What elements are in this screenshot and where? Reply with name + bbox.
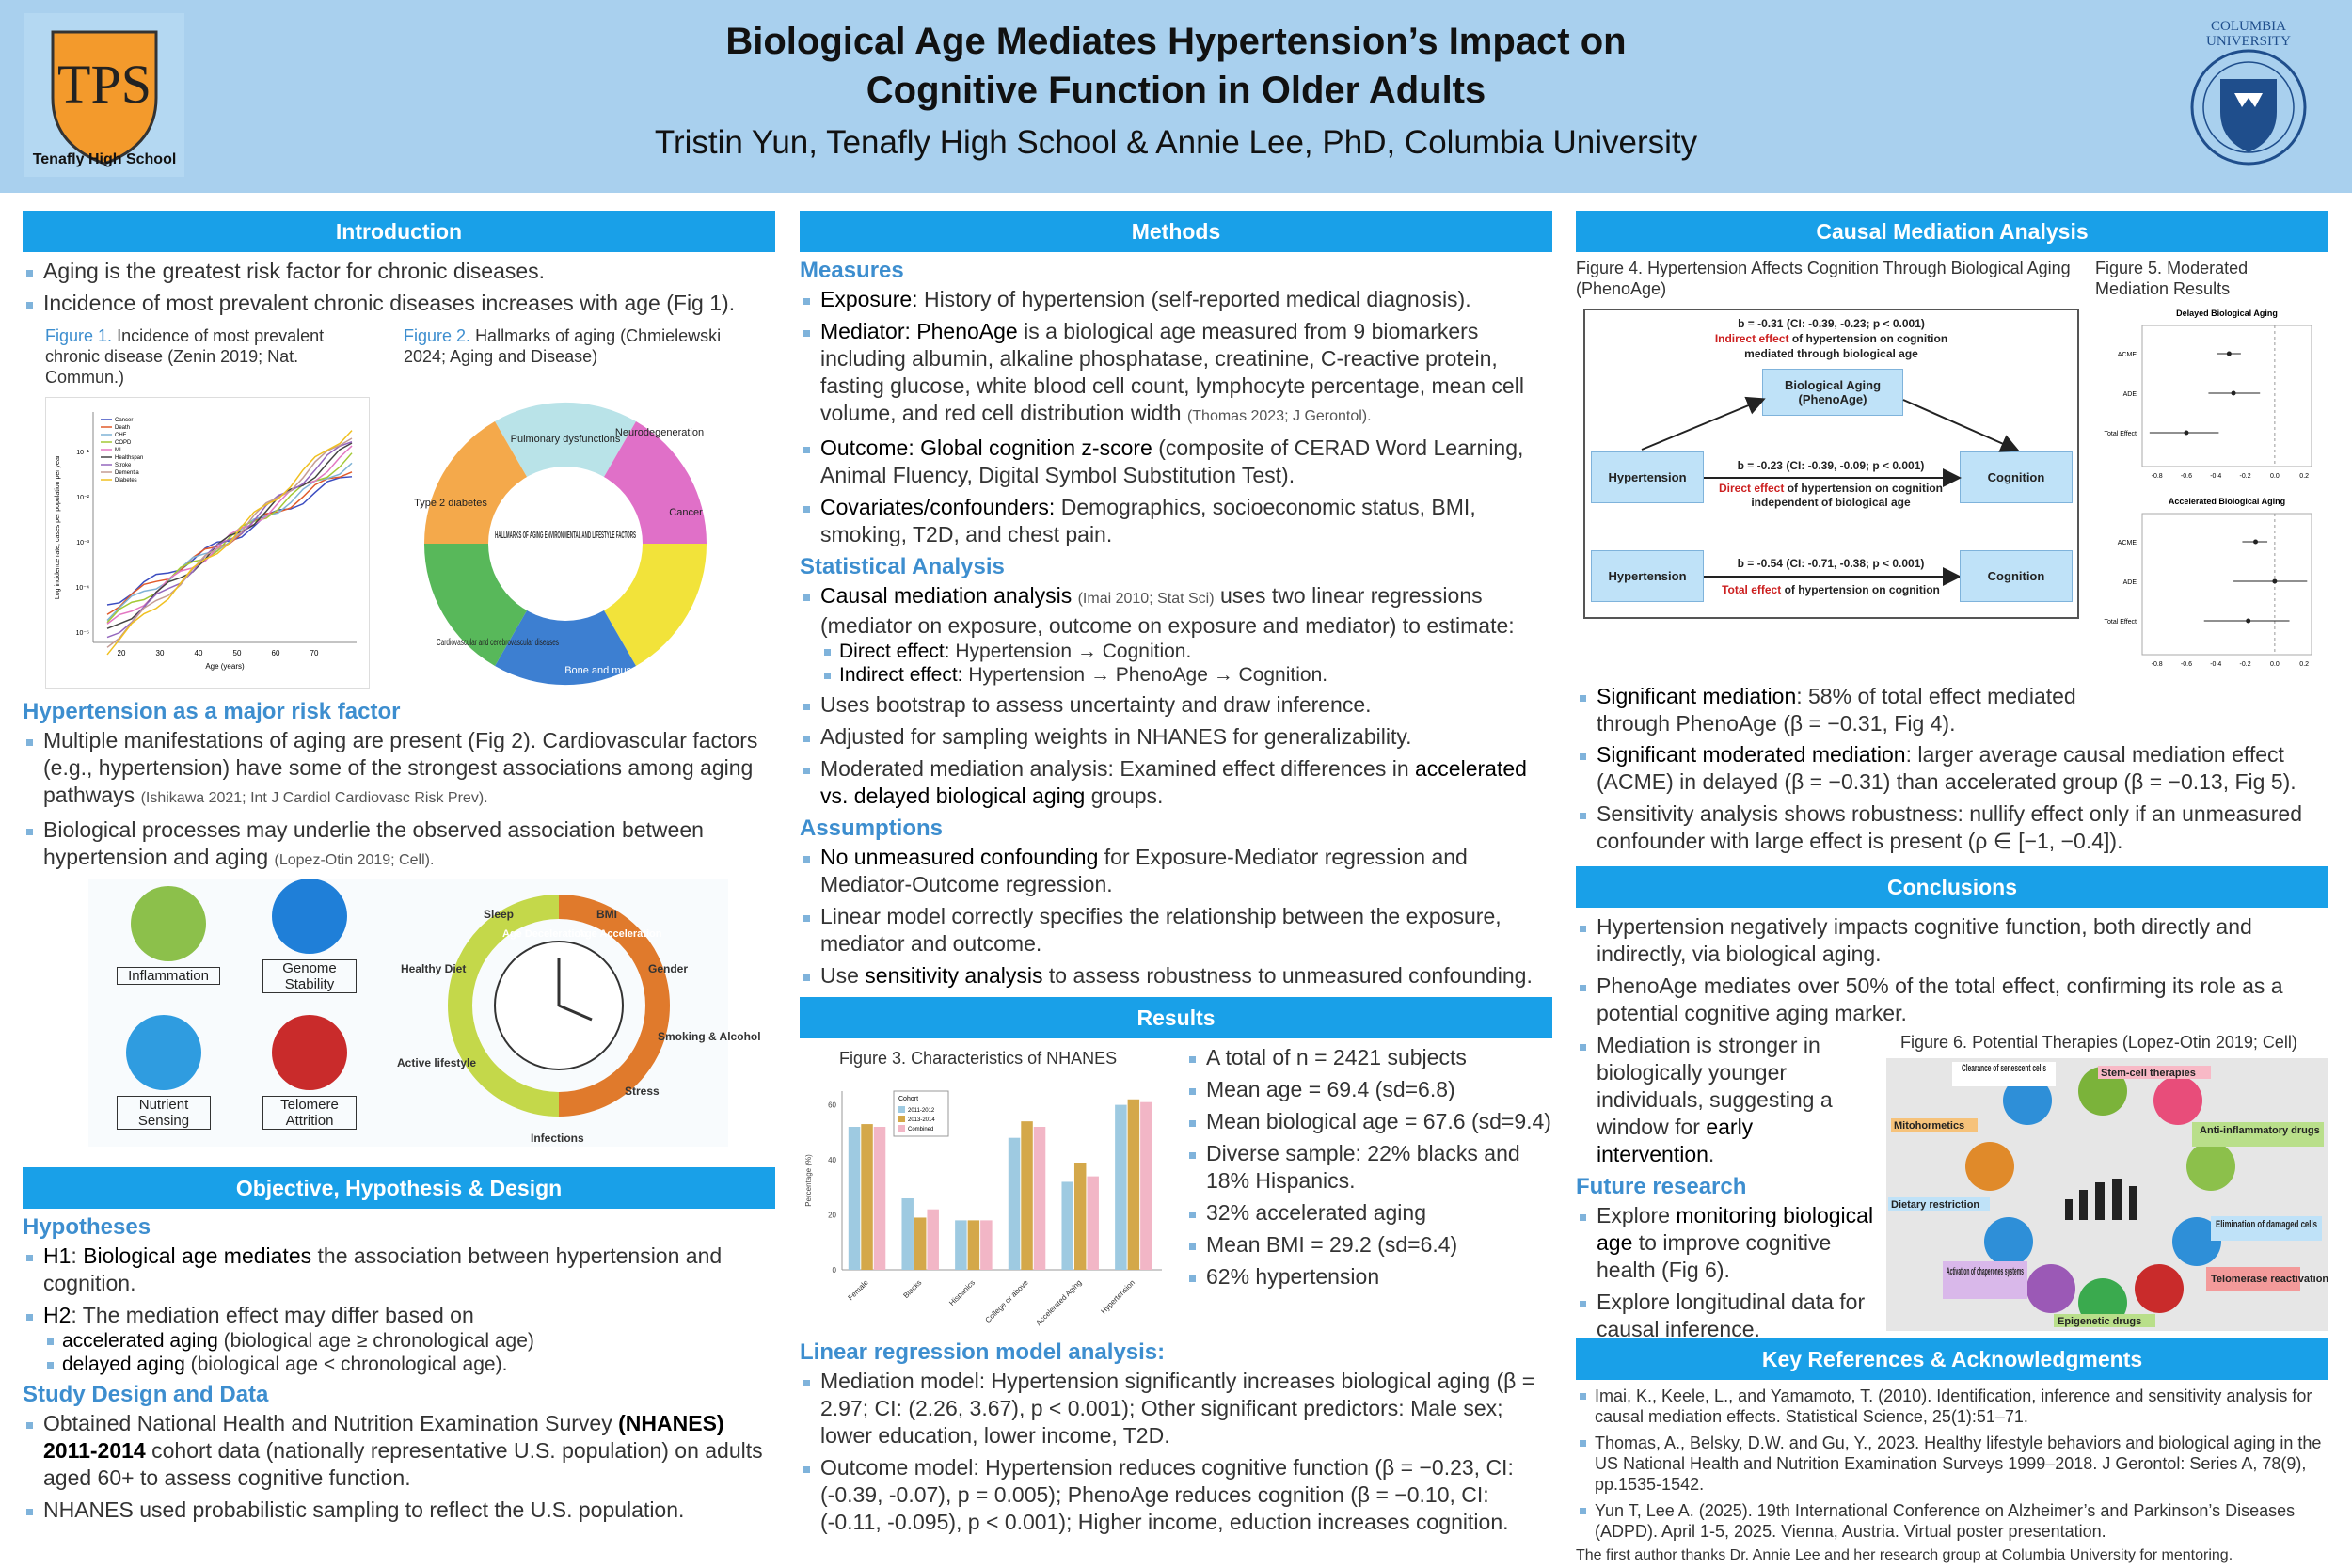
fig1-y-tick: 10⁻⁵ bbox=[75, 630, 89, 637]
bar-hypertension-Combined bbox=[1140, 1102, 1152, 1270]
forest-accelerated-tick: -0.2 bbox=[2239, 661, 2251, 668]
svg-text:Epigenetic drugs: Epigenetic drugs bbox=[2058, 1316, 2142, 1327]
svg-text:Stress: Stress bbox=[625, 1085, 660, 1098]
fig1-legend-entry: Diabetes bbox=[115, 478, 137, 483]
fig1-x-label: Age (years) bbox=[205, 662, 245, 671]
forest-delayed-tick: -0.8 bbox=[2151, 473, 2163, 480]
fig1-x-tick: 70 bbox=[310, 649, 319, 657]
forest-accelerated-frame bbox=[2142, 514, 2312, 655]
measure-bullet: Outcome: Global cognition z-score (composite of CERAD Word Learning, Animal Fluency, Digital Symbol Substitution Test). bbox=[800, 435, 1552, 489]
column-1 bbox=[23, 211, 775, 1568]
linreg-bullet: Outcome model: Hypertension reduces cognitive function (β = −0.23, CI: (-0.39, -0.07), p = 0.005); PhenoAge reduces cognition (β = −0.10, CI: (-0.11, -0.095), p < 0.001); Higher income, eduction increases cognition. bbox=[800, 1454, 1552, 1536]
fig4-caption: Figure 4. Hypertension Affects Cognition Through Biological Aging (PhenoAge) bbox=[1576, 259, 2071, 298]
forest-accelerated-title: Accelerated Biological Aging bbox=[2168, 497, 2286, 506]
svg-text:Clearance of senescent cells: Clearance of senescent cells bbox=[1962, 1063, 2046, 1074]
bar-hispanics-Combined bbox=[980, 1220, 992, 1270]
conclusion-bullet: PhenoAge mediates over 50% of the total effect, confirming its role as a potential cognitive aging marker. bbox=[1576, 973, 2328, 1027]
result-bullet: Diverse sample: 22% blacks and 18% Hispanics. bbox=[1185, 1140, 1552, 1195]
svg-text:Activation of chaperones syste: Activation of chaperones systems bbox=[1947, 1266, 2024, 1277]
measures-subheading: Measures bbox=[800, 258, 904, 283]
fig1-x-tick: 20 bbox=[117, 649, 126, 657]
bar-female-Combined bbox=[874, 1127, 885, 1270]
cma-figures bbox=[1576, 258, 2328, 736]
forest-accelerated-tick: 0.0 bbox=[2270, 661, 2280, 668]
fig1-incidence-chart bbox=[45, 397, 370, 689]
x-tick-label: Female bbox=[846, 1278, 870, 1303]
y-axis-label: Percentage (%) bbox=[804, 1154, 813, 1207]
intro-heading: Introduction bbox=[23, 211, 775, 252]
svg-text:Dietary restriction: Dietary restriction bbox=[1891, 1199, 1980, 1211]
poster-authors: Tristin Yun, Tenafly High School & Annie Lee, PhD, Columbia University bbox=[654, 124, 1698, 161]
stat-bullet: Moderated mediation analysis: Examined effect differences in accelerated vs. delayed biological aging groups. bbox=[800, 755, 1552, 810]
fig1-y-tick: 10⁻⁴ bbox=[75, 585, 89, 592]
result-bullet: Mean age = 69.4 (sd=6.8) bbox=[1185, 1076, 1552, 1103]
legend-entry: 2013-2014 bbox=[908, 1117, 935, 1123]
svg-text:Neurodegeneration: Neurodegeneration bbox=[614, 427, 705, 438]
direct-effect-label: Direct effect of hypertension on cognition independent of biological age bbox=[1718, 482, 1944, 509]
forest-accelerated-point bbox=[2272, 579, 2277, 584]
forest-accelerated-row-label: ADE bbox=[2122, 579, 2137, 586]
wheel-center-text: HALLMARKS OF AGING ENVIRONMENTAL AND LIFESTYLE FACTORS bbox=[495, 531, 637, 541]
intro-figures bbox=[23, 322, 775, 693]
fig1-line-diabetes bbox=[107, 431, 352, 655]
forest-delayed-tick: 0.0 bbox=[2270, 473, 2280, 480]
column-2 bbox=[800, 211, 1552, 1568]
result-bullet: 62% hypertension bbox=[1185, 1263, 1552, 1291]
nutrient-sensing-icon: Nutrient Sensing bbox=[117, 1015, 211, 1130]
svg-text:Age Acceleration: Age Acceleration bbox=[578, 928, 662, 940]
intro-bullet: Incidence of most prevalent chronic diseases increases with age (Fig 1). bbox=[23, 290, 775, 317]
result-bullet: Mean BMI = 29.2 (sd=6.4) bbox=[1185, 1231, 1552, 1259]
forest-delayed-tick: -0.6 bbox=[2180, 473, 2192, 480]
reference-item: Imai, K., Keele, L., and Yamamoto, T. (2010). Identification, inference and sensitivity analysis for causal mediation effects. Statistical Science, 25(1):51–71. bbox=[1576, 1386, 2328, 1427]
svg-text:Cardiovascular and cerebrovasc: Cardiovascular and cerebrovascular diseases bbox=[437, 638, 559, 648]
forest-delayed-tick: -0.2 bbox=[2239, 473, 2251, 480]
bar-hypertension-2011-2012 bbox=[1115, 1105, 1126, 1270]
measure-bullet: Exposure: History of hypertension (self-reported medical diagnosis). bbox=[800, 286, 1552, 313]
fig2-caption: Figure 2. Hallmarks of aging (Chmielewski 2024; Aging and Disease) bbox=[404, 326, 722, 366]
age-clock-graphic bbox=[389, 879, 761, 1147]
measure-bullet: Mediator: PhenoAge is a biological age measured from 9 biomarkers including albumin, alkaline phosphatase, creatinine, C-reactive protein, fasting glucose, white blood cell count, lymphocyte percentage, mean cell volume, and red cell distribution width (Thomas 2023; J Gerontol). bbox=[800, 318, 1552, 430]
fig1-y-tick: 10⁻¹ bbox=[76, 450, 89, 456]
cma-heading: Causal Mediation Analysis bbox=[1576, 211, 2328, 252]
future-subheading: Future research bbox=[1576, 1174, 1747, 1199]
fig1-x-tick: 40 bbox=[194, 649, 203, 657]
reference-item: Thomas, A., Belsky, D.W. and Gu, Y., 2023. Healthy lifestyle behaviors and biological aging in the US National Health and Nutrition Examination Surveys 1999–2018. J Gerontol: Series A, 78(9), pp.1535-1542. bbox=[1576, 1433, 2328, 1495]
node-hypertension: Hypertension bbox=[1591, 451, 1704, 503]
svg-text:Bone and muscle loss: Bone and muscle loss bbox=[564, 665, 666, 676]
total-effect-label: Total effect of hypertension on cognition bbox=[1722, 583, 1940, 596]
forest-accelerated-point bbox=[2253, 540, 2258, 545]
htn-bullet: Multiple manifestations of aging are present (Fig 2). Cardiovascular factors (e.g., hypertension) have some of the strongest associations among aging pathways (Ishikawa 2021; Int J Cardiol Cardiovasc Risk Prev). bbox=[23, 727, 775, 812]
bar-accelerated-aging-2013-2014 bbox=[1074, 1163, 1086, 1270]
fig1-legend-entry: Stroke bbox=[115, 463, 132, 468]
stat-bullet: Adjusted for sampling weights in NHANES for generalizability. bbox=[800, 723, 1552, 751]
legend-title: Cohort bbox=[898, 1096, 919, 1102]
linreg-bullet: Mediation model: Hypertension significantly increases biological aging (β = 2.97; CI: (2.26, 3.67), p < 0.001); Other significant predictors: Male sex; lower education, lower income, T2D. bbox=[800, 1368, 1552, 1449]
result-bullet: Mean biological age = 67.6 (sd=9.4) bbox=[1185, 1108, 1552, 1135]
design-bullet: NHANES used probabilistic sampling to reflect the U.S. population. bbox=[23, 1497, 775, 1524]
svg-text:Gender: Gender bbox=[648, 962, 689, 975]
fig1-legend-entry: Healthspan bbox=[115, 455, 144, 461]
fig6-caption: Figure 6. Potential Therapies (Lopez-Otin 2019; Cell) bbox=[1900, 1033, 2297, 1052]
svg-text:Elimination of damaged cells: Elimination of damaged cells bbox=[2216, 1219, 2317, 1230]
legend-swatch bbox=[898, 1116, 905, 1122]
fig1-y-tick: 10⁻³ bbox=[76, 540, 89, 546]
svg-text:Anti-inflammatory drugs: Anti-inflammatory drugs bbox=[2200, 1125, 2320, 1136]
forest-accelerated-tick: -0.8 bbox=[2151, 661, 2163, 668]
forest-delayed-frame bbox=[2142, 325, 2312, 467]
forest-delayed-row-label: Total Effect bbox=[2104, 431, 2137, 437]
telomere-attrition-icon: Telomere Attrition bbox=[262, 1015, 357, 1130]
svg-text:UNIVERSITY: UNIVERSITY bbox=[2206, 34, 2291, 49]
svg-text:Stem-cell therapies: Stem-cell therapies bbox=[2101, 1068, 2196, 1079]
cma-bullet: Significant moderated mediation: larger average causal mediation effect (ACME) in delayed (β = −0.31) than accelerated group (β = −0.13, Fig 5). bbox=[1576, 741, 2328, 796]
assumption-bullet: Linear model correctly specifies the relationship between the exposure, mediator and outcome. bbox=[800, 903, 1552, 958]
conclusions-heading: Conclusions bbox=[1576, 866, 2328, 908]
linreg-subheading: Linear regression model analysis: bbox=[800, 1339, 1166, 1365]
stat-bullet: Uses bootstrap to assess uncertainty and draw inference. bbox=[800, 691, 1552, 719]
columbia-logo bbox=[2169, 13, 2328, 171]
legend-entry: Combined bbox=[908, 1127, 934, 1132]
hypothesis-2a: accelerated aging (biological age ≥ chronological age) bbox=[43, 1329, 775, 1353]
fig1-x-tick: 30 bbox=[155, 649, 165, 657]
intro-bullet: Aging is the greatest risk factor for chronic diseases. bbox=[23, 258, 775, 285]
cma-bullet: Sensitivity analysis shows robustness: nullify effect only if an unmeasured confounder with large effect is present (ρ ∈ [−1, −0.4]). bbox=[1576, 800, 2328, 855]
stat-sub-bullet: Indirect effect: Hypertension → PhenoAge → Cognition. bbox=[820, 663, 1552, 687]
hypothesis-1: H1: Biological age mediates the association between hypertension and cognition. bbox=[23, 1243, 775, 1297]
bar-hypertension-2013-2014 bbox=[1128, 1100, 1139, 1270]
reference-item: Yun T, Lee A. (2025). 19th International Conference on Alzheimer’s and Parkinson’s Diseases (ADPD). April 1-5, 2025. Vienna, Austria. Virtual poster presentation. bbox=[1576, 1500, 2328, 1542]
y-tick-label: 0 bbox=[832, 1266, 836, 1275]
fig1-x-tick: 50 bbox=[232, 649, 242, 657]
fig1-line-copd bbox=[107, 453, 352, 623]
logo-school-name: Tenafly High School bbox=[32, 151, 177, 167]
objective-heading: Objective, Hypothesis & Design bbox=[23, 1167, 775, 1209]
poster-header bbox=[0, 0, 2352, 193]
htn-bullet: Biological processes may underlie the observed association between hypertension and aging (Lopez-Otin 2019; Cell). bbox=[23, 816, 775, 874]
bar-college-or-above-2013-2014 bbox=[1021, 1121, 1032, 1270]
column-3 bbox=[1576, 211, 2328, 1568]
result-bullet: 32% accelerated aging bbox=[1185, 1199, 1552, 1227]
fig1-legend-entry: MI bbox=[115, 448, 121, 453]
logo-letters: TPS bbox=[57, 54, 151, 115]
forest-delayed-tick: 0.2 bbox=[2299, 473, 2310, 480]
fig4-mediation-diagram bbox=[1583, 309, 2079, 619]
assumption-bullet: No unmeasured confounding for Exposure-Mediator regression and Mediator-Outcome regression. bbox=[800, 844, 1552, 898]
forest-delayed-point bbox=[2227, 352, 2232, 356]
total-effect-b: b = -0.54 (CI: -0.71, -0.38; p < 0.001) bbox=[1737, 557, 1925, 570]
hallmarks-graphic bbox=[88, 879, 761, 1147]
direct-effect-b: b = -0.23 (CI: -0.39, -0.09; p < 0.001) bbox=[1737, 459, 1925, 472]
measure-bullet: Covariates/confounders: Demographics, socioeconomic status, BMI, smoking, T2D, and chest pain. bbox=[800, 494, 1552, 548]
y-tick-label: 20 bbox=[828, 1211, 836, 1220]
fig6-therapies-graphic bbox=[1886, 1058, 2328, 1331]
conclusion-lower bbox=[1576, 1032, 2329, 1341]
svg-text:Infections: Infections bbox=[531, 1132, 584, 1145]
fig3-bar-chart bbox=[800, 1072, 1176, 1334]
node-cognition: Cognition bbox=[1960, 451, 2073, 503]
bar-blacks-Combined bbox=[927, 1210, 938, 1270]
assumptions-subheading: Assumptions bbox=[800, 816, 944, 841]
fig5-caption: Figure 5. Moderated Mediation Results bbox=[2095, 259, 2249, 298]
svg-text:BMI: BMI bbox=[596, 908, 617, 921]
acknowledgment: The first author thanks Dr. Annie Lee and her research group at Columbia University for mentoring. bbox=[1576, 1547, 2233, 1563]
x-tick-label: Blacks bbox=[901, 1278, 924, 1301]
result-bullet: A total of n = 2421 subjects bbox=[1185, 1044, 1552, 1071]
forest-accelerated-tick: -0.6 bbox=[2180, 661, 2192, 668]
htn-subheading: Hypertension as a major risk factor bbox=[23, 699, 401, 724]
forest-delayed-row-label: ADE bbox=[2122, 391, 2137, 398]
legend-swatch bbox=[898, 1125, 905, 1132]
fig1-caption: Figure 1. Incidence of most prevalent chronic disease (Zenin 2019; Nat. Commun.) bbox=[45, 326, 325, 387]
forest-accelerated-row-label: ACME bbox=[2117, 540, 2137, 546]
assumption-bullet: Use sensitivity analysis to assess robustness to unmeasured confounding. bbox=[800, 962, 1552, 990]
forest-delayed-tick: -0.4 bbox=[2210, 473, 2222, 480]
fig1-legend-entry: CHF bbox=[115, 433, 127, 438]
node-cognition-total: Cognition bbox=[1960, 550, 2073, 602]
svg-text:Cancer: Cancer bbox=[669, 507, 703, 518]
poster-title: Biological Age Mediates Hypertension’s Impact on Cognitive Function in Older Adults bbox=[725, 21, 1627, 111]
indirect-effect-label: b = -0.31 (CI: -0.39, -0.23; p < 0.001) Indirect effect of hypertension on cognition mediated through biological age bbox=[1714, 317, 1948, 360]
hypotheses-subheading: Hypotheses bbox=[23, 1214, 151, 1240]
bar-blacks-2013-2014 bbox=[914, 1217, 926, 1270]
y-tick-label: 40 bbox=[828, 1156, 836, 1165]
forest-accelerated-row-label: Total Effect bbox=[2104, 619, 2137, 626]
svg-text:Telomerase reactivation: Telomerase reactivation bbox=[2211, 1274, 2329, 1285]
svg-text:Sleep: Sleep bbox=[484, 908, 515, 921]
references-heading: Key References & Acknowledgments bbox=[1576, 1338, 2328, 1380]
future-bullet: Explore longitudinal data for causal inference. bbox=[1576, 1289, 1875, 1343]
design-bullet: Obtained National Health and Nutrition Examination Survey (NHANES) 2011-2014 cohort data (nationally representative U.S. population) on adults aged 60+ to assess cognitive function. bbox=[23, 1410, 775, 1492]
fig1-legend-entry: Cancer bbox=[115, 418, 134, 423]
svg-text:Healthy Diet: Healthy Diet bbox=[401, 962, 467, 975]
svg-text:Smoking & Alcohol: Smoking & Alcohol bbox=[658, 1030, 761, 1043]
conclusion-bullet: Hypertension negatively impacts cognitive function, both directly and indirectly, via biological aging. bbox=[1576, 913, 2328, 968]
node-hypertension-total: Hypertension bbox=[1591, 550, 1704, 602]
genome-stability-icon: Genome Stability bbox=[262, 879, 357, 993]
hypothesis-2b: delayed aging (biological age < chronological age). bbox=[43, 1353, 775, 1376]
forest-accelerated-tick: -0.4 bbox=[2210, 661, 2222, 668]
svg-text:Active lifestyle: Active lifestyle bbox=[397, 1056, 477, 1069]
svg-text:Type 2 diabetes: Type 2 diabetes bbox=[414, 498, 487, 509]
fig3-caption: Figure 3. Characteristics of NHANES bbox=[839, 1049, 1118, 1068]
future-bullet: Explore monitoring biological age to improve cognitive health (Fig 6). bbox=[1576, 1202, 1875, 1284]
bar-accelerated-aging-Combined bbox=[1087, 1177, 1098, 1270]
fig1-line-cancer bbox=[107, 477, 352, 605]
bar-blacks-2011-2012 bbox=[901, 1198, 913, 1270]
stat-bullet: Causal mediation analysis (Imai 2010; Stat Sci) uses two linear regressions (mediator on exposure, outcome on exposure and mediator) to estimate: Direct effect: Hypertension → Cognition. Indirect effect: Hypertension → PhenoAge → Cognition. bbox=[800, 582, 1552, 687]
results-block bbox=[800, 1044, 1552, 1334]
bar-hispanics-2013-2014 bbox=[968, 1220, 979, 1270]
legend-swatch bbox=[898, 1106, 905, 1113]
bar-accelerated-aging-2011-2012 bbox=[1061, 1181, 1073, 1270]
x-tick-label: College or above bbox=[983, 1278, 1030, 1325]
forest-delayed-row-label: ACME bbox=[2117, 352, 2137, 358]
legend-entry: 2011-2012 bbox=[908, 1108, 935, 1114]
fig1-y-tick: 10⁻² bbox=[76, 495, 89, 501]
stat-subheading: Statistical Analysis bbox=[800, 554, 1005, 579]
forest-delayed-title: Delayed Biological Aging bbox=[2176, 309, 2278, 318]
fig1-legend-entry: COPD bbox=[115, 440, 132, 446]
stat-sub-bullet: Direct effect: Hypertension → Cognition. bbox=[820, 640, 1552, 663]
conclusion-bullet: Mediation is stronger in biologically younger individuals, suggesting a window for early intervention. bbox=[1576, 1032, 1875, 1168]
bar-female-2013-2014 bbox=[861, 1124, 872, 1270]
y-tick-label: 60 bbox=[828, 1101, 836, 1110]
forest-delayed-point bbox=[2232, 391, 2236, 396]
cma-bullet: Significant mediation: 58% of total effect mediated through PhenoAge (β = −0.31, Fig 4). bbox=[1576, 683, 2084, 737]
x-tick-label: Hispanics bbox=[947, 1278, 977, 1307]
svg-text:Pulmonary dysfunctions: Pulmonary dysfunctions bbox=[510, 434, 621, 445]
bar-college-or-above-2011-2012 bbox=[1009, 1138, 1020, 1270]
inflammation-icon: Inflammation bbox=[117, 886, 220, 985]
x-tick-label: Accelerated Aging bbox=[1034, 1278, 1084, 1328]
fig2-hallmarks-wheel bbox=[404, 393, 728, 694]
fig1-y-label: Log incidence rate, cases per population per year bbox=[55, 454, 61, 600]
fig1-legend-entry: Dementia bbox=[115, 470, 139, 476]
bar-female-2011-2012 bbox=[849, 1127, 860, 1270]
design-subheading: Study Design and Data bbox=[23, 1382, 269, 1407]
svg-text:Age Deceleration: Age Deceleration bbox=[502, 928, 587, 940]
hypothesis-2: H2: The mediation effect may differ based on accelerated aging (biological age ≥ chronological age) delayed aging (biological age < chronological age). bbox=[23, 1302, 775, 1376]
fig1-legend-entry: Death bbox=[115, 425, 131, 431]
bar-hispanics-2011-2012 bbox=[955, 1220, 966, 1270]
svg-text:Mitohormetics: Mitohormetics bbox=[1894, 1120, 1965, 1132]
fig1-x-tick: 60 bbox=[271, 649, 280, 657]
forest-accelerated-tick: 0.2 bbox=[2299, 661, 2310, 668]
svg-text:COLUMBIA: COLUMBIA bbox=[2210, 19, 2287, 34]
x-tick-label: Hypertension bbox=[1099, 1278, 1137, 1316]
methods-heading: Methods bbox=[800, 211, 1552, 252]
fig5-forest-plots bbox=[2095, 305, 2326, 681]
forest-accelerated-point bbox=[2246, 619, 2250, 624]
results-heading: Results bbox=[800, 997, 1552, 1038]
forest-delayed-point bbox=[2184, 431, 2188, 436]
bar-college-or-above-Combined bbox=[1034, 1127, 1045, 1270]
tenafly-logo bbox=[24, 13, 184, 177]
node-biological-aging: Biological Aging (PhenoAge) bbox=[1762, 369, 1903, 416]
